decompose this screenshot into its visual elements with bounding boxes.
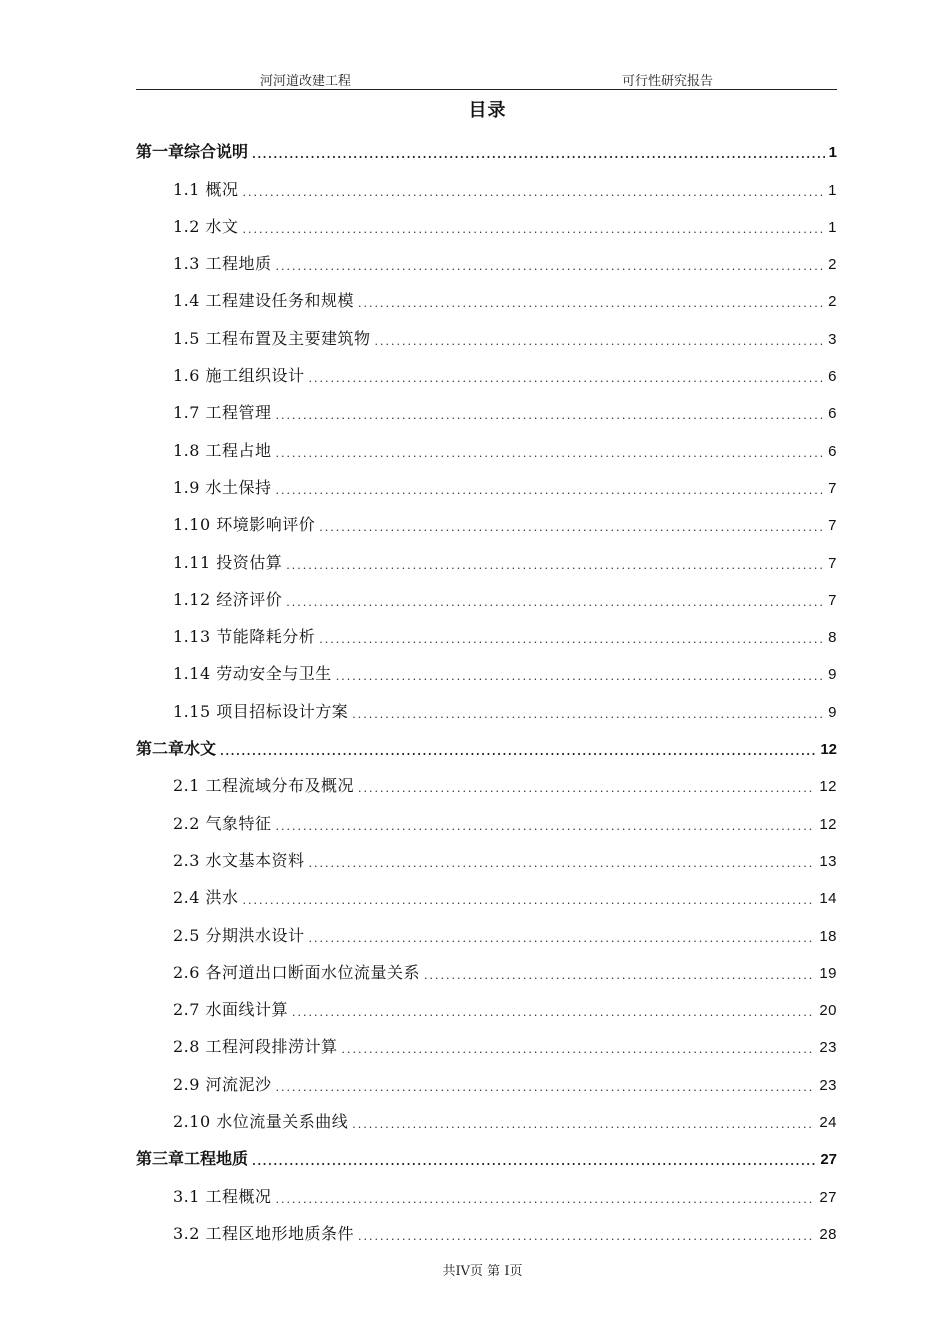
toc-entry-page-number: 18: [819, 927, 837, 945]
toc-entry-page-number: 24: [819, 1114, 837, 1132]
toc-entry-label: 1.1 概况: [173, 179, 239, 199]
toc-entry-page-number: 7: [828, 554, 837, 572]
header-project-name: 河河道改建工程: [260, 74, 352, 89]
toc-entry-label: 2.4 洪水: [173, 888, 239, 908]
toc-section-entry[interactable]: [136, 798, 837, 835]
toc-section-entry[interactable]: [136, 1097, 837, 1134]
toc-entry-label: 第二章水文: [136, 739, 217, 759]
toc-entry-page-number: 8: [828, 629, 837, 647]
toc-chapter-entry[interactable]: [136, 127, 837, 164]
toc-entry-page-number: 2: [828, 293, 837, 311]
toc-leader-dots: [276, 1194, 816, 1205]
toc-entry-page-number: 7: [828, 517, 837, 535]
toc-entry-label: 2.10 水位流量关系曲线: [173, 1112, 349, 1132]
toc-entry-page-number: 1: [828, 144, 837, 162]
toc-entry-page-number: 28: [819, 1225, 837, 1243]
toc-entry-page-number: 2: [828, 256, 837, 274]
toc-entry-page-number: 1: [828, 181, 837, 199]
toc-leader-dots: [358, 1231, 815, 1242]
toc-entry-label: 2.5 分期洪水设计: [173, 925, 305, 945]
table-of-contents: [136, 127, 837, 1246]
toc-leader-dots: [276, 448, 825, 459]
toc-entry-page-number: 1: [828, 218, 837, 236]
toc-section-entry[interactable]: [136, 948, 837, 985]
toc-entry-label: 1.13 节能降耗分析: [173, 627, 316, 647]
toc-title: 目录: [468, 100, 507, 121]
toc-entry-page-number: 14: [819, 890, 837, 908]
toc-leader-dots: [220, 746, 816, 757]
toc-entry-page-number: 9: [828, 666, 837, 684]
toc-section-entry[interactable]: [136, 1171, 837, 1208]
toc-entry-label: 1.8 工程占地: [173, 440, 272, 460]
toc-section-entry[interactable]: [136, 761, 837, 798]
toc-entry-page-number: 7: [828, 479, 837, 497]
toc-entry-page-number: 7: [828, 591, 837, 609]
toc-entry-page-number: 27: [820, 1151, 837, 1169]
toc-leader-dots: [286, 560, 824, 571]
toc-leader-dots: [286, 597, 824, 608]
toc-leader-dots: [342, 1044, 816, 1055]
toc-entry-label: 1.6 施工组织设计: [173, 366, 305, 386]
toc-section-entry[interactable]: [136, 276, 837, 313]
toc-leader-dots: [292, 1007, 815, 1018]
toc-section-entry[interactable]: [136, 575, 837, 612]
toc-leader-dots: [243, 224, 825, 235]
toc-entry-label: 1.4 工程建设任务和规模: [173, 291, 355, 311]
toc-leader-dots: [358, 783, 815, 794]
page-header: [136, 68, 837, 90]
toc-section-entry[interactable]: [136, 500, 837, 537]
toc-leader-dots: [375, 336, 825, 347]
toc-section-entry[interactable]: [136, 910, 837, 947]
toc-leader-dots: [319, 634, 824, 645]
toc-leader-dots: [309, 933, 816, 944]
header-report-type: 可行性研究报告: [621, 74, 713, 89]
toc-leader-dots: [358, 298, 824, 309]
toc-entry-label: 第一章综合说明: [136, 142, 249, 162]
toc-entry-label: 1.10 环境影响评价: [173, 515, 316, 535]
toc-chapter-entry[interactable]: [136, 1134, 837, 1171]
toc-entry-page-number: 23: [819, 1039, 837, 1057]
toc-entry-label: 1.3 工程地质: [173, 254, 272, 274]
toc-leader-dots: [276, 261, 825, 272]
toc-leader-dots: [352, 1119, 815, 1130]
toc-entry-label: 1.14 劳动安全与卫生: [173, 664, 332, 684]
toc-section-entry[interactable]: [136, 873, 837, 910]
toc-section-entry[interactable]: [136, 537, 837, 574]
toc-entry-label: 第三章工程地质: [136, 1149, 249, 1169]
toc-section-entry[interactable]: [136, 239, 837, 276]
toc-leader-dots: [243, 895, 816, 906]
page-footer: 共IV页 第 I页: [442, 1264, 523, 1279]
toc-leader-dots: [352, 709, 824, 720]
toc-entry-label: 1.12 经济评价: [173, 589, 283, 609]
toc-entry-label: 1.5 工程布置及主要建筑物: [173, 328, 371, 348]
toc-leader-dots: [336, 671, 824, 682]
toc-section-entry[interactable]: [136, 686, 837, 723]
toc-section-entry[interactable]: [136, 202, 837, 239]
toc-section-entry[interactable]: [136, 313, 837, 350]
toc-leader-dots: [252, 149, 825, 160]
toc-leader-dots: [276, 485, 825, 496]
toc-entry-label: 2.1 工程流域分布及概况: [173, 776, 355, 796]
toc-entry-page-number: 13: [819, 852, 837, 870]
toc-entry-label: 2.6 各河道出口断面水位流量关系: [173, 962, 421, 982]
toc-entry-page-number: 27: [819, 1188, 837, 1206]
toc-section-entry[interactable]: [136, 985, 837, 1022]
toc-section-entry[interactable]: [136, 836, 837, 873]
toc-entry-label: 2.7 水面线计算: [173, 1000, 289, 1020]
toc-section-entry[interactable]: [136, 649, 837, 686]
toc-section-entry[interactable]: [136, 351, 837, 388]
toc-leader-dots: [319, 522, 824, 533]
toc-section-entry[interactable]: [136, 164, 837, 201]
toc-leader-dots: [424, 970, 815, 981]
toc-entry-page-number: 3: [828, 330, 837, 348]
toc-leader-dots: [276, 1082, 816, 1093]
toc-leader-dots: [309, 373, 825, 384]
toc-entry-page-number: 6: [828, 442, 837, 460]
toc-entry-label: 1.15 项目招标设计方案: [173, 701, 349, 721]
toc-entry-page-number: 23: [819, 1076, 837, 1094]
toc-entry-page-number: 9: [828, 703, 837, 721]
toc-entry-page-number: 12: [819, 815, 837, 833]
toc-leader-dots: [276, 410, 825, 421]
toc-section-entry[interactable]: [136, 612, 837, 649]
toc-entry-label: 1.11 投资估算: [173, 552, 283, 572]
toc-leader-dots: [276, 821, 816, 832]
toc-entry-page-number: 6: [828, 405, 837, 423]
toc-section-entry[interactable]: [136, 1022, 837, 1059]
toc-entry-label: 2.9 河流泥沙: [173, 1074, 272, 1094]
toc-leader-dots: [309, 858, 816, 869]
toc-entry-label: 3.2 工程区地形地质条件: [173, 1223, 355, 1243]
toc-section-entry[interactable]: [136, 1209, 837, 1246]
toc-entry-label: 2.8 工程河段排涝计算: [173, 1037, 338, 1057]
toc-section-entry[interactable]: [136, 1059, 837, 1096]
toc-section-entry[interactable]: [136, 388, 837, 425]
toc-entry-page-number: 6: [828, 368, 837, 386]
toc-section-entry[interactable]: [136, 425, 837, 462]
toc-entry-label: 2.2 气象特征: [173, 813, 272, 833]
toc-entry-page-number: 19: [819, 964, 837, 982]
toc-entry-page-number: 20: [819, 1002, 837, 1020]
toc-leader-dots: [243, 187, 825, 198]
toc-leader-dots: [252, 1156, 816, 1167]
toc-section-entry[interactable]: [136, 463, 837, 500]
toc-entry-label: 3.1 工程概况: [173, 1186, 272, 1206]
toc-entry-label: 2.3 水文基本资料: [173, 850, 305, 870]
toc-chapter-entry[interactable]: [136, 724, 837, 761]
toc-entry-label: 1.2 水文: [173, 216, 239, 236]
toc-entry-label: 1.7 工程管理: [173, 403, 272, 423]
toc-entry-page-number: 12: [819, 778, 837, 796]
toc-entry-label: 1.9 水土保持: [173, 477, 272, 497]
toc-entry-page-number: 12: [820, 741, 837, 759]
